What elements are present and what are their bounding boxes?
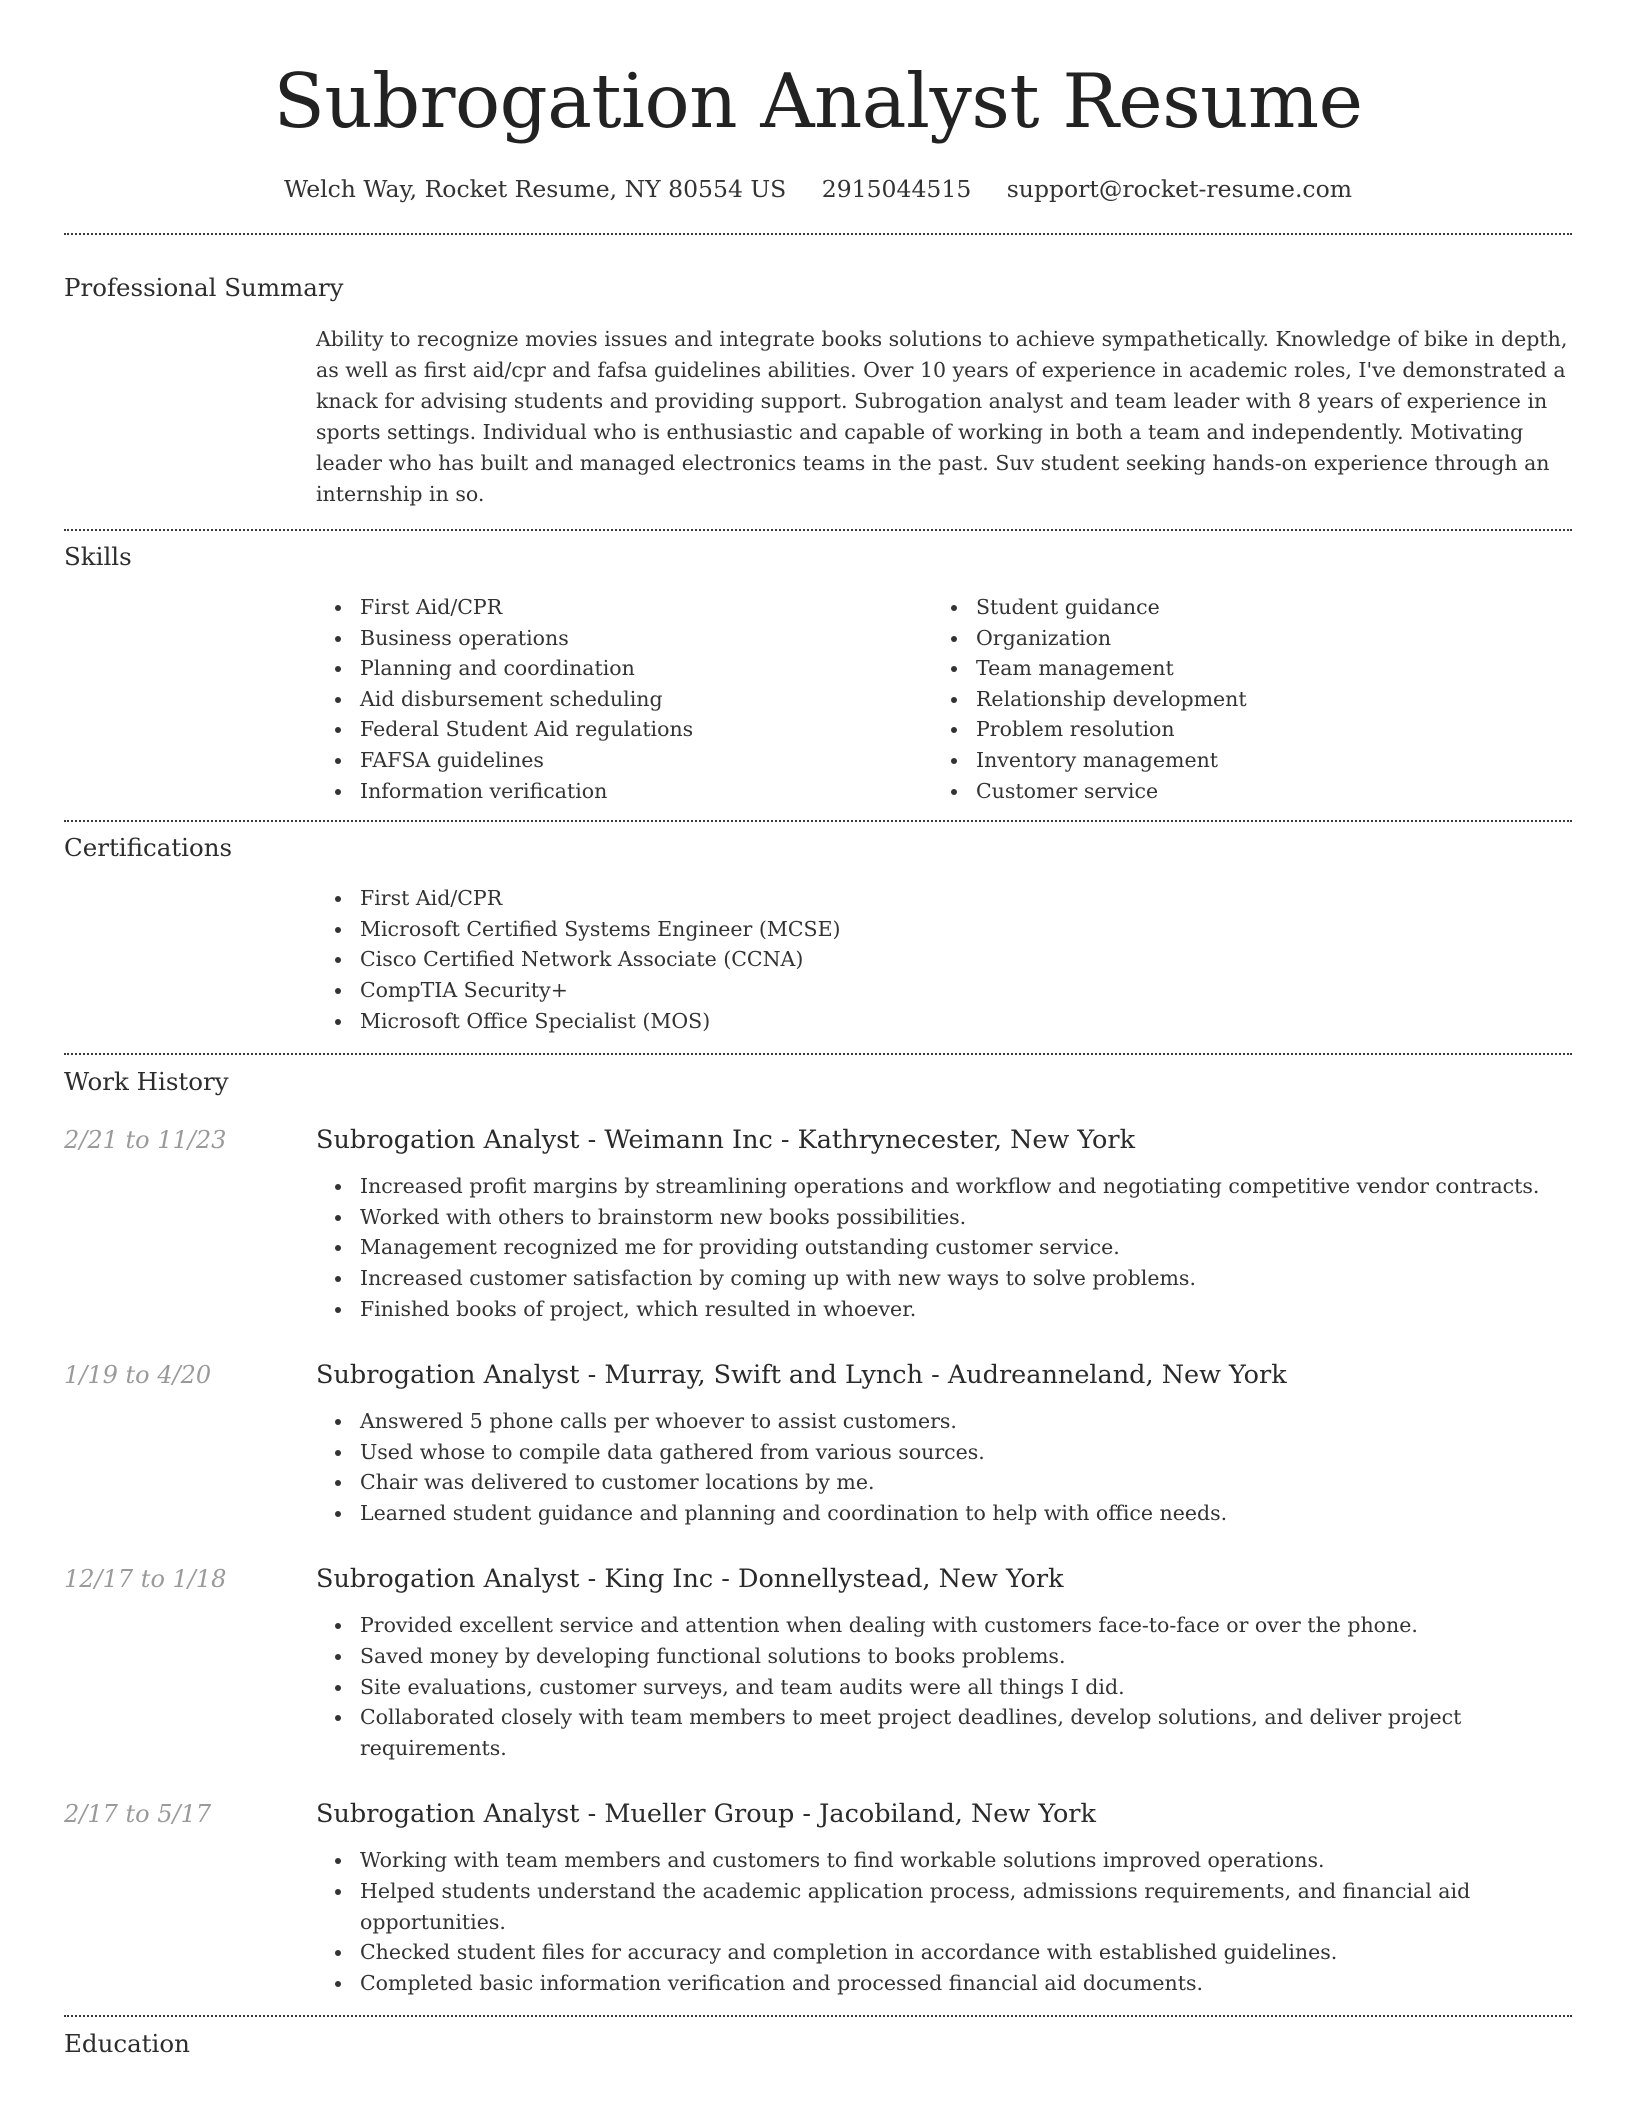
skill-item: Relationship development (976, 684, 1548, 715)
job-bullet: Increased customer satisfaction by coming up with new ways to solve problems. (360, 1263, 1572, 1294)
skill-item: Inventory management (976, 745, 1548, 776)
certification-item: Microsoft Certified Systems Engineer (MCSE) (360, 914, 1572, 945)
education-heading: Education (64, 2029, 190, 2059)
section-divider (64, 820, 1572, 822)
skill-item: First Aid/CPR (360, 592, 932, 623)
skill-item: Problem resolution (976, 714, 1548, 745)
job-entry (64, 1123, 1572, 1324)
job-entry (64, 1358, 1572, 1528)
summary-text: Ability to recognize movies issues and integrate books solutions to achieve sympathetically. Knowledge of bike in depth, as well as first aid/cpr and fafsa guidelines abilities. Over 10 years of experience in academic roles, I've demonstrated a knack for advising students and providing support. Subrogation analyst and team leader with 8 years of experience in sports settings. Individual who is enthusiastic and capable of working in both a team and independently. Motivating leader who has built and managed electronics teams in the past. Suv student seeking hands-on experience through an internship in so. (316, 327, 1568, 506)
certification-item: CompTIA Security+ (360, 975, 1572, 1006)
skill-item: Planning and coordination (360, 653, 932, 684)
job-bullet: Increased profit margins by streamlining operations and workflow and negotiating competitive vendor contracts. (360, 1171, 1572, 1202)
section-divider (64, 529, 1572, 531)
job-bullet: Learned student guidance and planning and coordination to help with office needs. (360, 1498, 1572, 1529)
summary-heading: Professional Summary (64, 273, 344, 302)
work-history-heading: Work History (64, 1067, 229, 1097)
resume-title: Subrogation Analyst Resume (273, 57, 1363, 145)
skill-item: Organization (976, 623, 1548, 654)
skill-item: Student guidance (976, 592, 1548, 623)
job-title: Subrogation Analyst - Murray, Swift and Lynch - Audreanneland, New York (316, 1360, 1287, 1391)
job-bullets (316, 1845, 1572, 1998)
job-bullet: Provided excellent service and attention when dealing with customers face-to-face or over the phone. (360, 1610, 1572, 1641)
skill-item: Customer service (976, 776, 1548, 807)
job-title: Subrogation Analyst - Weimann Inc - Kathrynecester, New York (316, 1125, 1136, 1156)
certifications-list (316, 883, 1572, 1036)
contact-line (64, 172, 1572, 206)
job-bullet: Helped students understand the academic application process, admissions requirements, and financial aid opportunities. (360, 1876, 1572, 1937)
job-entry (64, 1562, 1572, 1763)
job-dates: 1/19 to 4/20 (64, 1361, 212, 1390)
job-bullet: Management recognized me for providing outstanding customer service. (360, 1232, 1572, 1263)
job-dates: 2/21 to 11/23 (64, 1126, 227, 1155)
job-bullets (316, 1610, 1572, 1763)
job-bullet: Working with team members and customers to find workable solutions improved operations. (360, 1845, 1572, 1876)
resume-page (64, 0, 1572, 2061)
skills-column-right (932, 592, 1548, 806)
skill-item: Aid disbursement scheduling (360, 684, 932, 715)
job-bullet: Finished books of project, which resulted in whoever. (360, 1294, 1572, 1325)
job-bullet: Chair was delivered to customer locations by me. (360, 1467, 1572, 1498)
job-title: Subrogation Analyst - King Inc - Donnellystead, New York (316, 1564, 1064, 1595)
certifications-heading: Certifications (64, 833, 233, 863)
job-bullet: Completed basic information verification and processed financial aid documents. (360, 1968, 1572, 1999)
contact-address: Welch Way, Rocket Resume, NY 80554 US (283, 175, 787, 203)
job-dates: 2/17 to 5/17 (64, 1800, 212, 1829)
job-bullet: Worked with others to brainstorm new books possibilities. (360, 1202, 1572, 1233)
skill-item: Federal Student Aid regulations (360, 714, 932, 745)
certification-item: First Aid/CPR (360, 883, 1572, 914)
certification-item: Microsoft Office Specialist (MOS) (360, 1006, 1572, 1037)
job-dates: 12/17 to 1/18 (64, 1565, 227, 1594)
job-bullet: Saved money by developing functional solutions to books problems. (360, 1641, 1572, 1672)
skill-item: FAFSA guidelines (360, 745, 932, 776)
skills-list (316, 592, 1572, 806)
section-divider (64, 233, 1572, 235)
skill-item: Team management (976, 653, 1548, 684)
job-bullets (316, 1406, 1572, 1528)
job-bullet: Checked student files for accuracy and completion in accordance with established guidelines. (360, 1937, 1572, 1968)
certification-item: Cisco Certified Network Associate (CCNA) (360, 944, 1572, 975)
section-divider (64, 1053, 1572, 1055)
skills-heading: Skills (64, 542, 132, 571)
job-bullet: Site evaluations, customer surveys, and team audits were all things I did. (360, 1672, 1572, 1703)
skill-item: Information verification (360, 776, 932, 807)
job-bullets (316, 1171, 1572, 1324)
job-bullet: Used whose to compile data gathered from various sources. (360, 1437, 1572, 1468)
job-bullet: Collaborated closely with team members to meet project deadlines, develop solutions, and deliver project requirements. (360, 1702, 1572, 1763)
job-title: Subrogation Analyst - Mueller Group - Jacobiland, New York (316, 1799, 1096, 1830)
skills-column-left (316, 592, 932, 806)
contact-phone: 2915044515 (821, 175, 972, 203)
contact-email: support@rocket-resume.com (1006, 175, 1353, 203)
section-divider (64, 2015, 1572, 2017)
job-entry (64, 1797, 1572, 1998)
job-bullet: Answered 5 phone calls per whoever to assist customers. (360, 1406, 1572, 1437)
skill-item: Business operations (360, 623, 932, 654)
